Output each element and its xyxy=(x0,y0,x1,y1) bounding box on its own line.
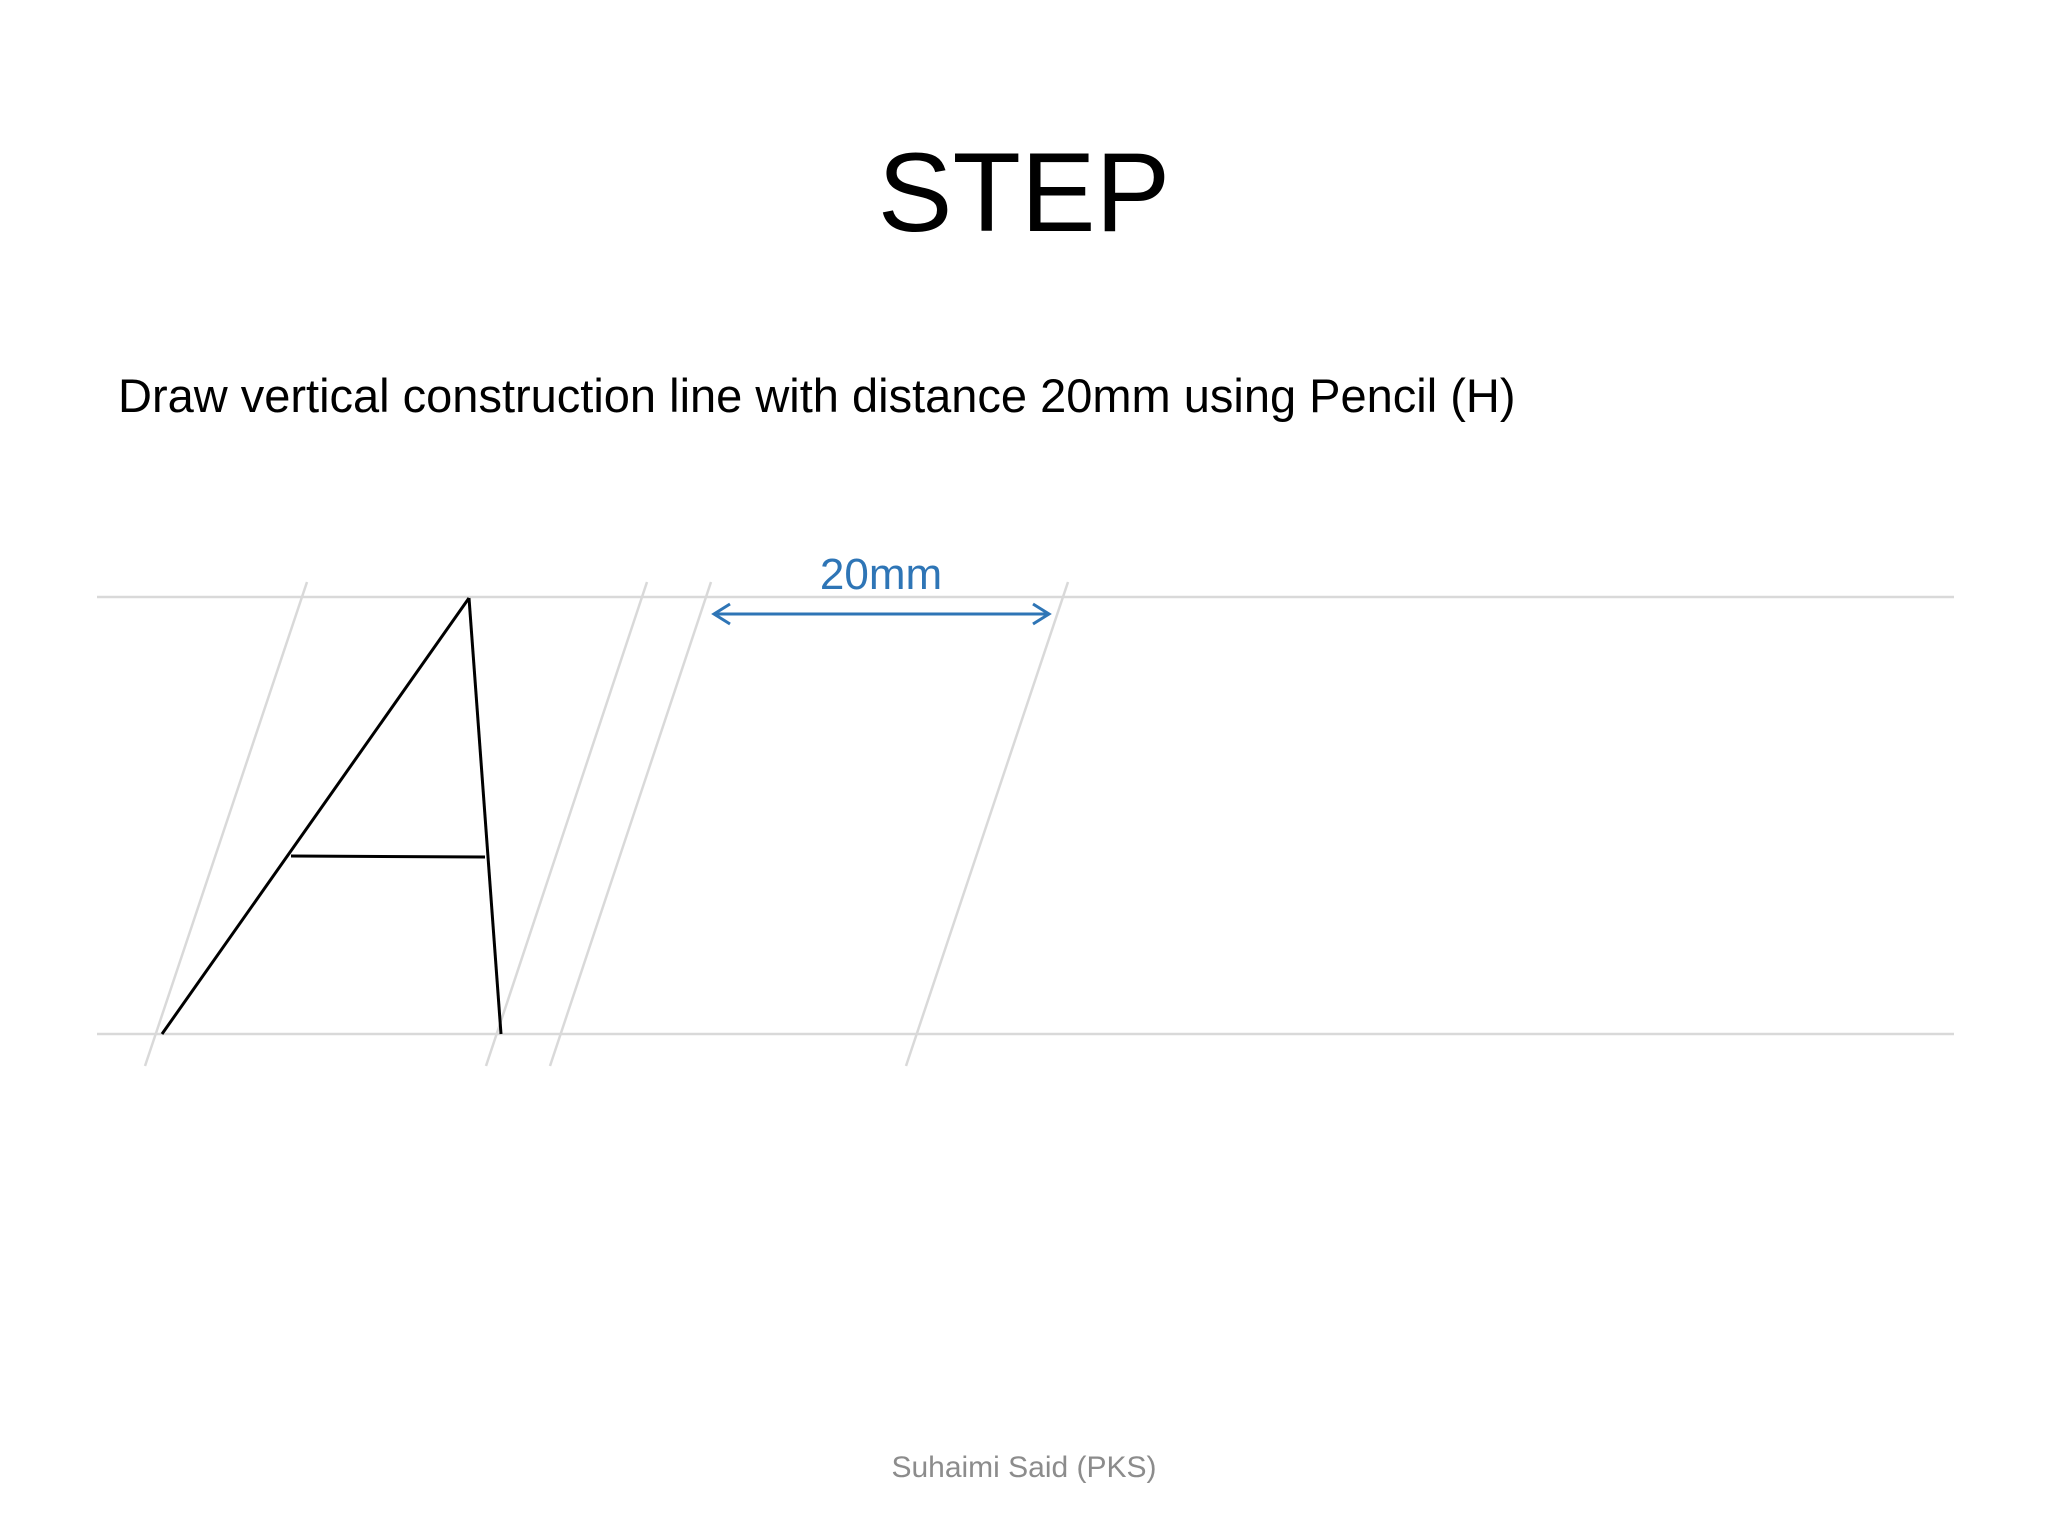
letter-a-right-stroke xyxy=(469,598,501,1034)
construction-lines xyxy=(145,582,1068,1066)
construction-line-new xyxy=(906,582,1068,1066)
instruction-text: Draw vertical construction line with distance 20mm using Pencil (H) xyxy=(118,369,1516,422)
construction-line xyxy=(550,582,711,1066)
slide-title: STEP xyxy=(877,130,1171,255)
construction-line xyxy=(486,582,647,1066)
letter-a-left-stroke xyxy=(162,598,469,1034)
dimension xyxy=(714,550,1049,624)
construction-line xyxy=(145,582,307,1066)
footer-author: Suhaimi Said (PKS) xyxy=(891,1451,1157,1484)
letter-a-crossbar xyxy=(291,856,485,857)
dimension-label: 20mm xyxy=(819,550,943,599)
letter-a xyxy=(162,598,501,1034)
